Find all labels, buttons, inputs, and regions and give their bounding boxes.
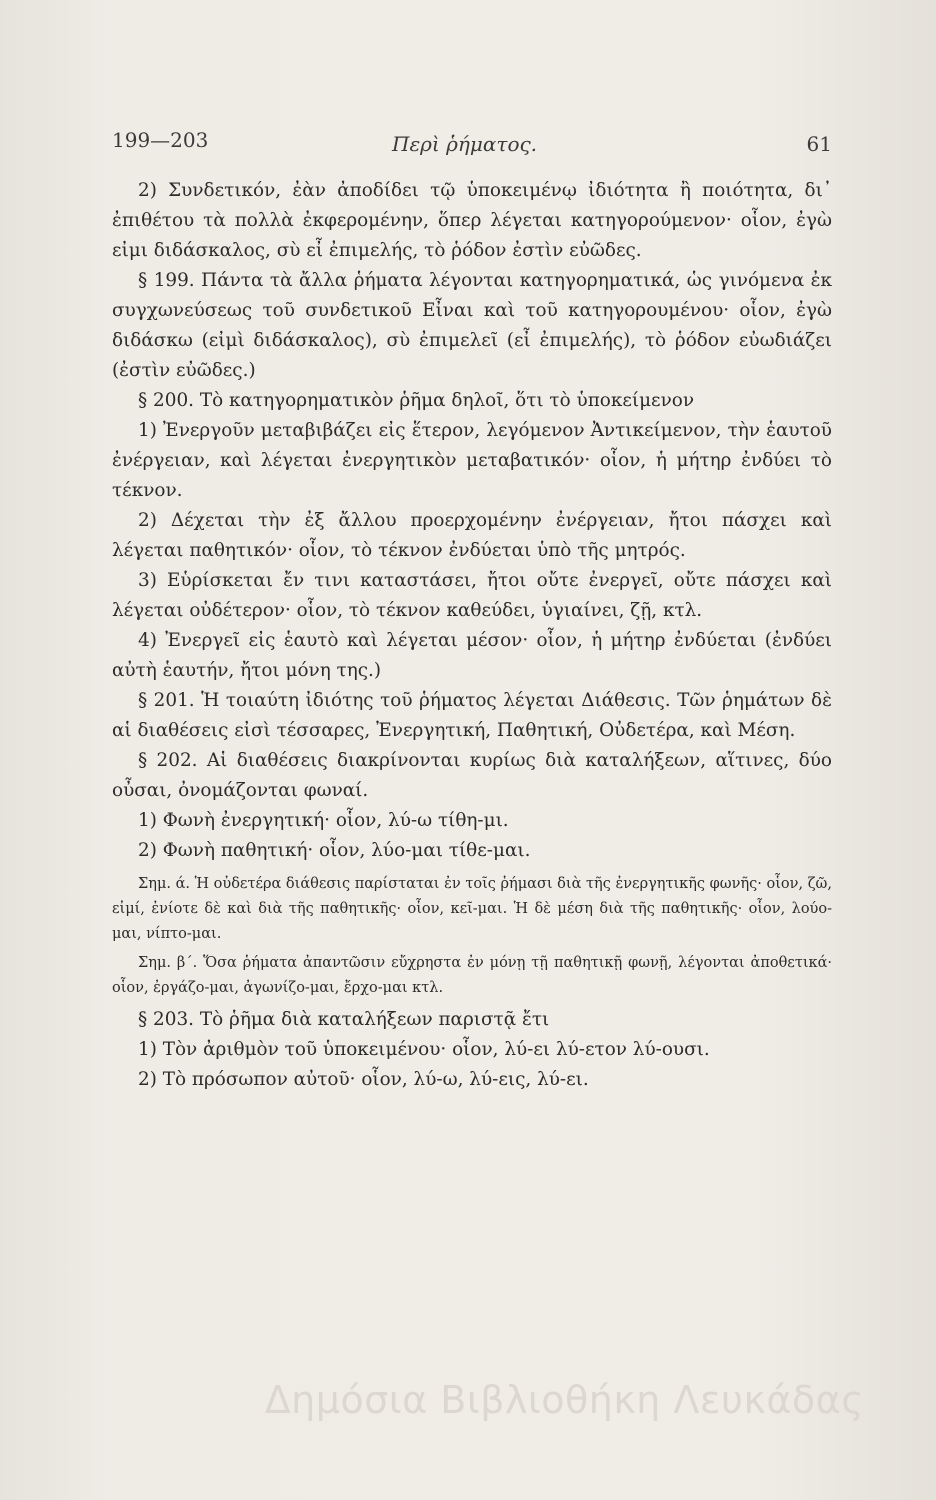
page-number: 61	[806, 132, 832, 156]
paragraph-201: § 201. Ἡ τοιαύτη ἰδιότης τοῦ ῥήματος λέγεται Διάθεσις. Τῶν ῥημάτων δὲ αἱ διαθέσεις εἰσὶ τέσσαρες, Ἐνεργητική, Παθητική, Οὐδετέρα, καὶ Μέση.	[112, 690, 832, 741]
paragraph-199: § 199. Πάντα τὰ ἄλλα ῥήματα λέγονται κατηγορηματικά, ὡς γινόμενα ἐκ συγχωνεύσεως τοῦ συνδετικοῦ Εἶναι καὶ τοῦ κατηγορουμένου· οἷον, ἐγὼ διδάσκω (εἰμὶ διδάσκαλος), σὺ ἐπιμελεῖ (εἶ ἐπιμελής), τὸ ῥόδον εὐωδιάζει (ἐστὶν εὐῶδες.)	[112, 270, 832, 381]
paragraph-syndetikon: 2) Συνδετικόν, ἐὰν ἀποδίδει τῷ ὑποκειμένῳ ἰδιότητα ἢ ποιότητα, δι᾽ ἐπιθέτου τὰ πολλὰ ἐκφερομένην, ὅπερ λέγεται κατηγορούμενον· οἷον, ἐγὼ εἰμι διδάσκαλος, σὺ εἶ ἐπιμελής, τὸ ῥόδον ἐστὶν εὐῶδες.	[112, 180, 832, 261]
note-a: Σημ. ά. Ἡ οὐδετέρα διάθεσις παρίσταται ἐν τοῖς ῥήμασι διὰ τῆς ἐνεργητικῆς φωνῆς· οἷον, ζῶ, εἰμί, ἐνίοτε δὲ καὶ διὰ τῆς παθητικῆς· οἷον, κεῖ-μαι. Ἡ δὲ μέση διὰ τῆς παθητικῆς· οἷον, λούο-μαι, νίπτο-μαι.	[112, 876, 832, 942]
paragraph-202-2: 2) Φωνὴ παθητική· οἷον, λύο-μαι τίθε-μαι.	[138, 840, 531, 861]
page-header	[112, 128, 832, 168]
section-range: 199—203	[112, 128, 209, 152]
library-watermark: Δημόσια Βιβλιοθήκη Λευκάδας	[264, 1378, 864, 1422]
running-title: Περὶ ῥήματος.	[392, 132, 538, 156]
paragraph-200-1: 1) Ἐνεργοῦν μεταβιβάζει εἰς ἕτερον, λεγόμενον Ἀντικείμενον, τὴν ἑαυτοῦ ἐνέργειαν, καὶ λέγεται ἐνεργητικὸν μεταβατικόν· οἷον, ἡ μήτηρ ἐνδύει τὸ τέκνον.	[112, 420, 832, 501]
page-body	[112, 176, 832, 1095]
paragraph-200-2: 2) Δέχεται τὴν ἐξ ἄλλου προερχομένην ἐνέργειαν, ἤτοι πάσχει καὶ λέγεται παθητικόν· οἷον, τὸ τέκνον ἐνδύεται ὑπὸ τῆς μητρός.	[112, 510, 832, 561]
paragraph-202-1: 1) Φωνὴ ἐνεργητική· οἷον, λύ-ω τίθη-μι.	[138, 810, 509, 831]
paragraph-203-1: 1) Τὸν ἀριθμὸν τοῦ ὑποκειμένου· οἷον, λύ-ει λύ-ετον λύ-ουσι.	[138, 1039, 710, 1060]
paragraph-200-3: 3) Εὑρίσκεται ἔν τινι καταστάσει, ἤτοι οὔτε ἐνεργεῖ, οὔτε πάσχει καὶ λέγεται οὐδέτερον· οἷον, τὸ τέκνον καθεύδει, ὑγιαίνει, ζῇ, κτλ.	[112, 570, 832, 621]
paragraph-200-4: 4) Ἐνεργεῖ εἰς ἑαυτὸ καὶ λέγεται μέσον· οἷον, ἡ μήτηρ ἐνδύεται (ἐνδύει αὐτὴ ἑαυτήν, ἤτοι μόνη της.)	[112, 630, 832, 681]
paragraph-203: § 203. Τὸ ῥῆμα διὰ καταλήξεων παριστᾷ ἔτι	[138, 1009, 550, 1030]
paragraph-203-2: 2) Τὸ πρόσωπον αὐτοῦ· οἷον, λύ-ω, λύ-εις, λύ-ει.	[138, 1069, 589, 1090]
note-b: Σημ. β΄. Ὅσα ῥήματα ἀπαντῶσιν εὔχρηστα ἐν μόνῃ τῇ παθητικῇ φωνῇ, λέγονται ἀποθετικά· οἷον, ἐργάζο-μαι, ἀγωνίζο-μαι, ἔρχο-μαι κτλ.	[112, 955, 832, 996]
paragraph-200: § 200. Τὸ κατηγορηματικὸν ῥῆμα δηλοῖ, ὅτι τὸ ὑποκείμενον	[138, 390, 695, 411]
paragraph-202: § 202. Αἱ διαθέσεις διακρίνονται κυρίως διὰ καταλήξεων, αἵτινες, δύο οὖσαι, ὀνομάζονται φωναί.	[112, 750, 832, 801]
